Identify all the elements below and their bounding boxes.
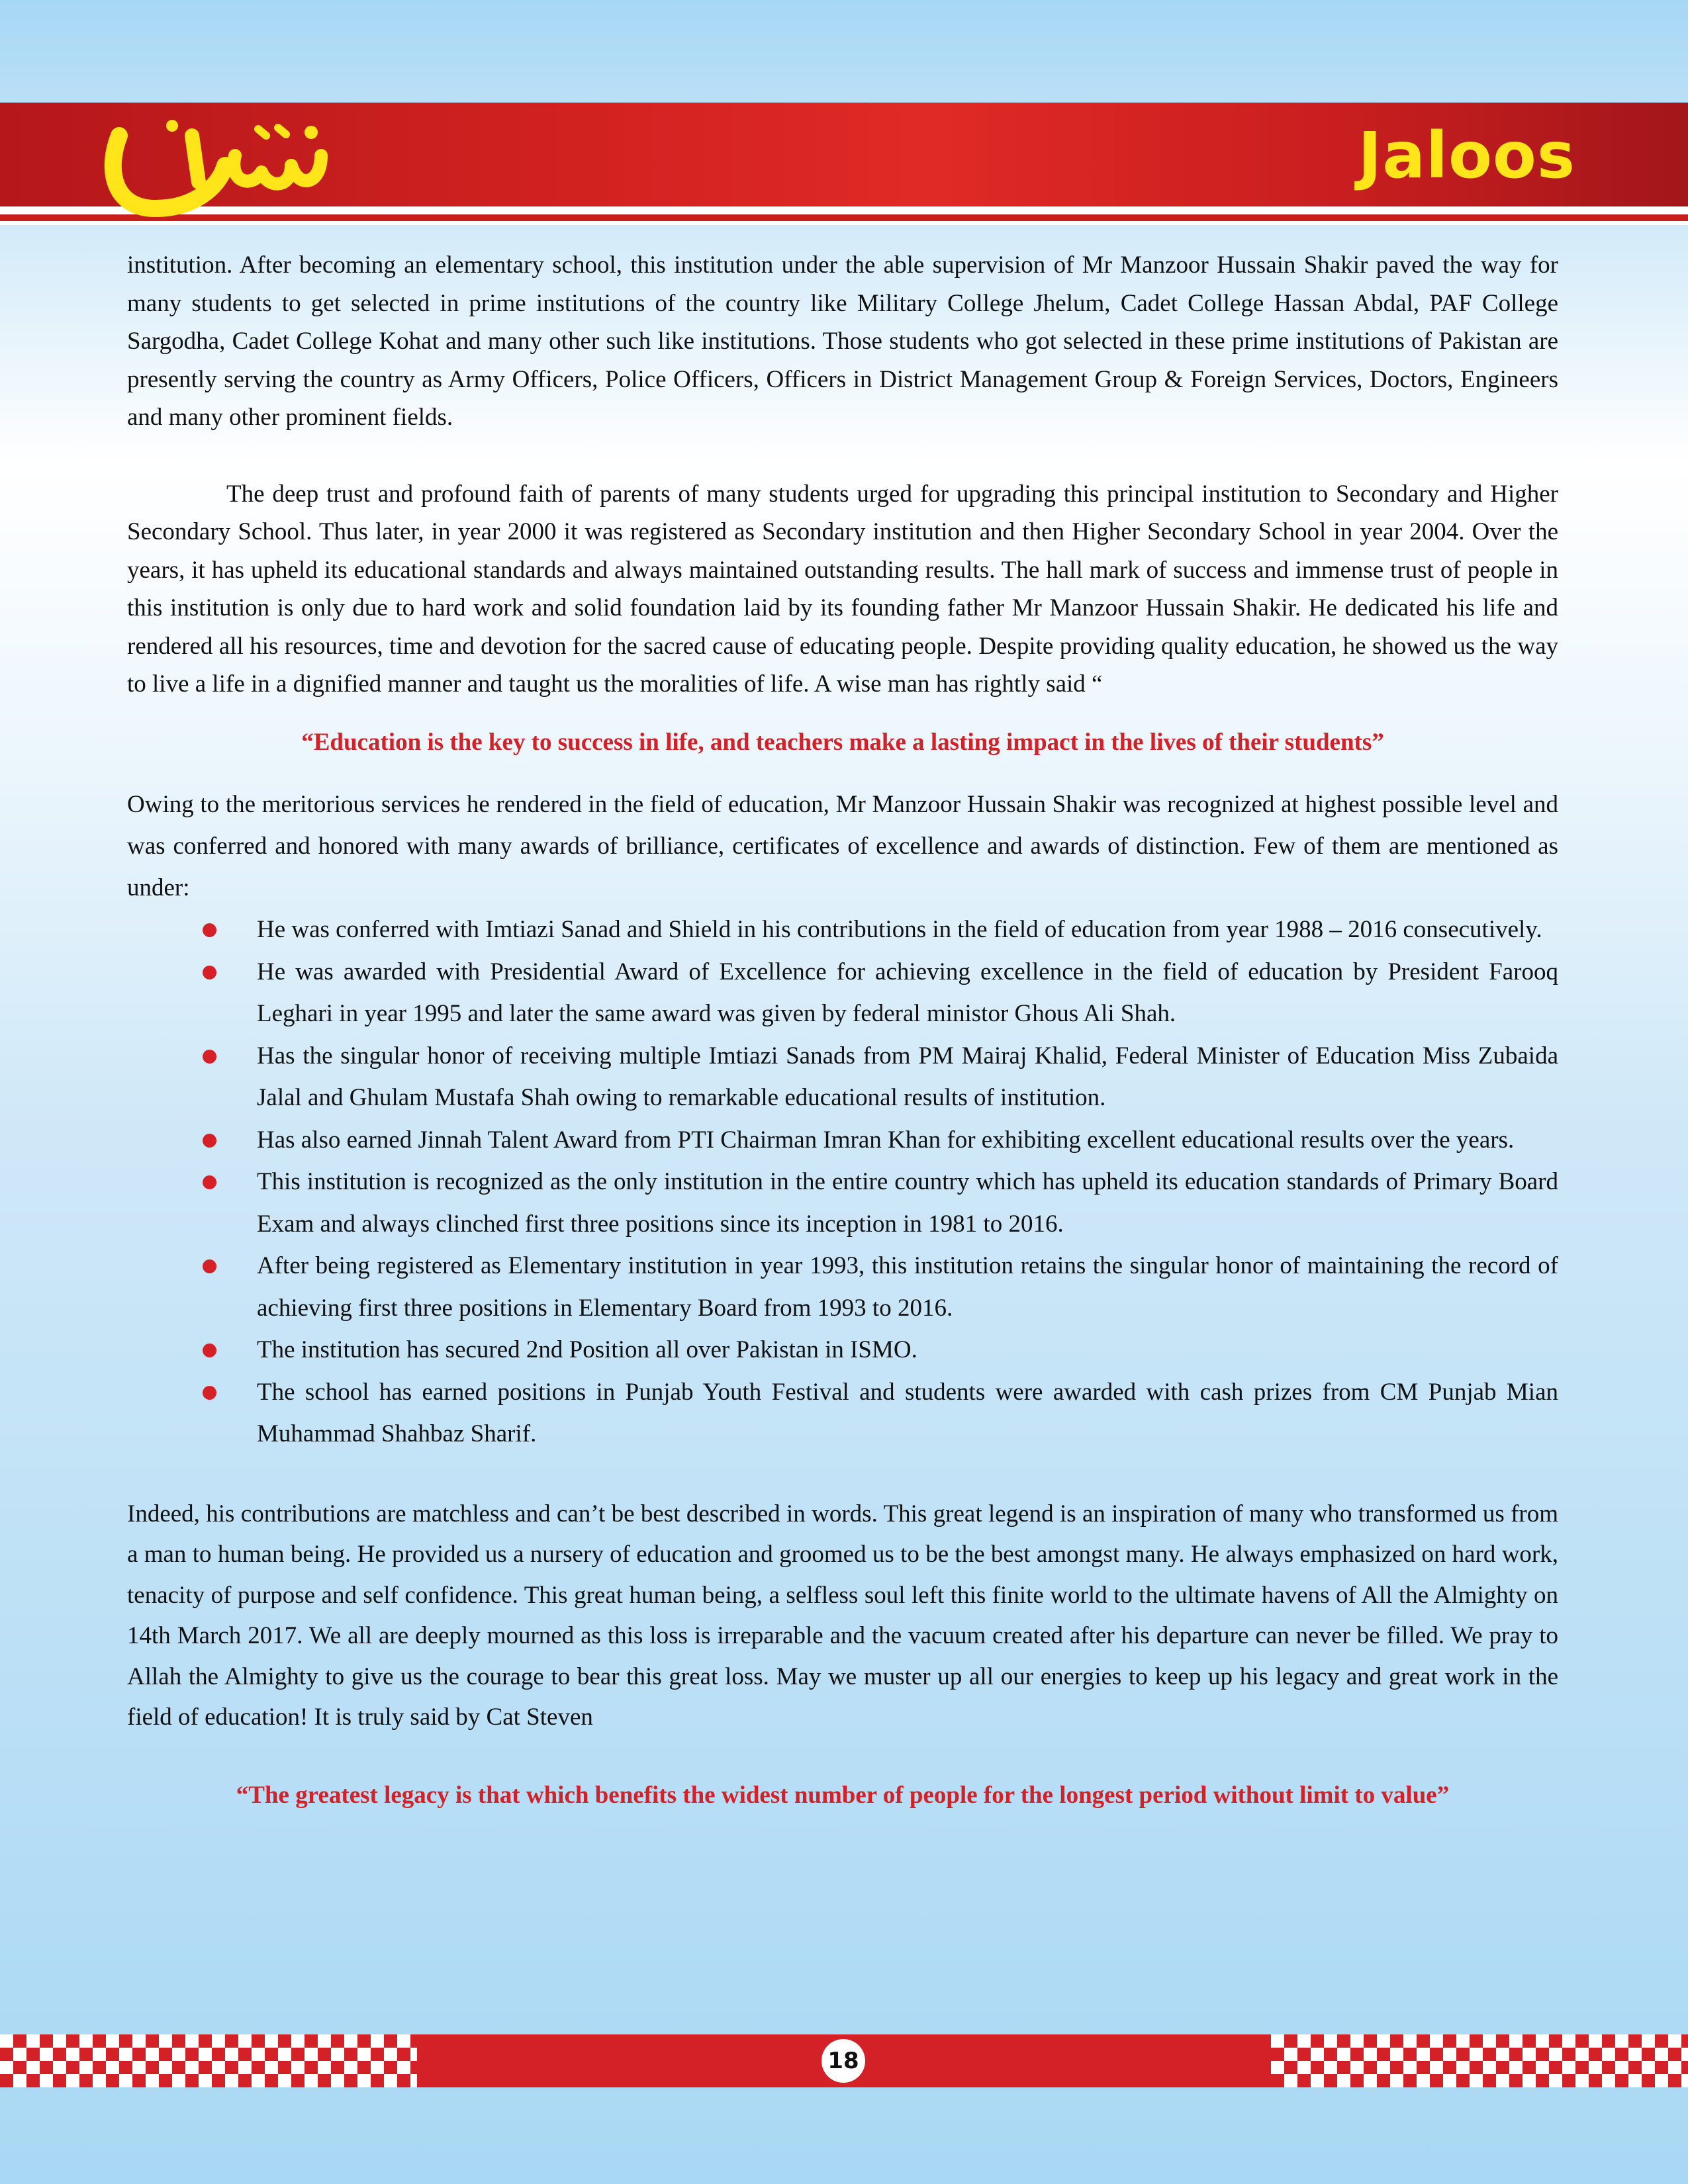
bullet-icon <box>203 1386 216 1400</box>
article-body <box>127 246 1558 1814</box>
list-item <box>257 1329 1558 1371</box>
paragraph: Owing to the meritorious services he rendered in the field of education, Mr Manzoor Hussain Shakir was recognized at highest possible level and was conferred and honored with many awards of brilliance, certificates of excellence and awards of distinction. Few of them are mentioned as under: <box>127 791 1558 901</box>
bullet-icon <box>203 1134 216 1148</box>
list-item-text: The school has earned positions in Punjab Youth Festival and students were awarded with cash prizes from CM Punjab Mian Muhammad Shahbaz Sharif. <box>257 1378 1558 1447</box>
brand-title: Jaloos <box>1358 118 1575 193</box>
list-item <box>257 909 1558 951</box>
checkered-pattern <box>0 2034 417 2087</box>
checkered-pattern <box>1271 2034 1688 2087</box>
list-item <box>257 1119 1558 1161</box>
list-item-text: This institution is recognized as the only institution in the entire country which has upheld its education standards of Primary Board Exam and always clinched first three positions since its inception in 1981 to 2016. <box>257 1168 1558 1238</box>
list-item <box>257 1245 1558 1329</box>
pull-quote: “Education is the key to success in life, and teachers make a lasting impact in the lives of their students” <box>301 728 1384 756</box>
list-item <box>257 1371 1558 1455</box>
paragraph: Indeed, his contributions are matchless and can’t be best described in words. This great legend is an inspiration of many who transformed us from a man to human being. He provided us a nursery of education and groomed us to be the best amongst many. He always emphasized on hard work, tenacity of purpose and self confidence. This great human being, a selfless soul left this finite world to the ultimate havens of All the Almighty on 14th March 2017. We all are deeply mourned as this loss is irreparable and the vacuum created after his departure can never be filled. We pray to Allah the Almighty to give us the courage to bear this great loss. May we muster up all our energies to keep up his legacy and great work in the field of education! It is truly said by Cat Steven <box>127 1500 1558 1731</box>
awards-list <box>127 909 1558 1455</box>
list-item-text: The institution has secured 2nd Position all over Pakistan in ISMO. <box>257 1336 917 1363</box>
list-item-text: He was awarded with Presidential Award of Excellence for achieving excellence in the field of education by President Farooq Leghari in year 1995 and later the same award was given by federal ministor Ghous Ali Shah. <box>257 958 1558 1027</box>
bullet-icon <box>203 1175 216 1189</box>
list-item-text: After being registered as Elementary institution in year 1993, this institution retains the singular honor of maintaining the record of achieving first three positions in Elementary Board from 1993 to 2016. <box>257 1252 1558 1322</box>
bullet-icon <box>203 966 216 979</box>
list-item-text: He was conferred with Imtiazi Sanad and Shield in his contributions in the field of education from year 1988 – 2016 consecutively. <box>257 916 1542 943</box>
bullet-icon <box>203 923 216 937</box>
paragraph: institution. After becoming an elementary school, this institution under the able supervision of Mr Manzoor Hussain Shakir paved the way for many students to get selected in prime institutions of the country like Military College Jhelum, Cadet College Hassan Abdal, PAF College Sargodha, Cadet College Kohat and many other such like institutions. Those students who got selected in these prime institutions of Pakistan are presently serving the country as Army Officers, Police Officers, Officers in District Management Group & Foreign Services, Doctors, Engineers and many other prominent fields. <box>127 251 1558 431</box>
list-item-text: Has also earned Jinnah Talent Award from PTI Chairman Imran Khan for exhibiting excellent educational results over the years. <box>257 1126 1515 1154</box>
list-item-text: Has the singular honor of receiving multiple Imtiazi Sanads from PM Mairaj Khalid, Federal Minister of Education Miss Zubaida Jalal and Ghulam Mustafa Shah owing to remarkable educational results of institution. <box>257 1042 1558 1111</box>
list-item <box>257 1035 1558 1119</box>
list-item <box>257 951 1558 1035</box>
bullet-icon <box>203 1259 216 1273</box>
pull-quote: “The greatest legacy is that which benefits the widest number of people for the longest period without limit to value” <box>236 1781 1450 1809</box>
bullet-icon <box>203 1343 216 1357</box>
paragraph: The deep trust and profound faith of parents of many students urged for upgrading this principal institution to Secondary and Higher Secondary School. Thus later, in year 2000 it was registered as Secondary institution and then Higher Secondary School in year 2004. Over the years, it has upheld its educational standards and always maintained outstanding results. The hall mark of success and immense trust of people in this institution is only due to hard work and solid foundation laid by its founding father Mr Manzoor Hussain Shakir. He dedicated his life and rendered all his resources, time and devotion for the sacred cause of educating people. Despite providing quality education, he showed us the way to live a life in a dignified manner and taught us the moralities of life. A wise man has rightly said “ <box>127 480 1558 698</box>
bullet-icon <box>203 1050 216 1064</box>
list-item <box>257 1161 1558 1245</box>
urdu-logo <box>93 109 331 228</box>
page-number: 18 <box>821 2039 865 2083</box>
